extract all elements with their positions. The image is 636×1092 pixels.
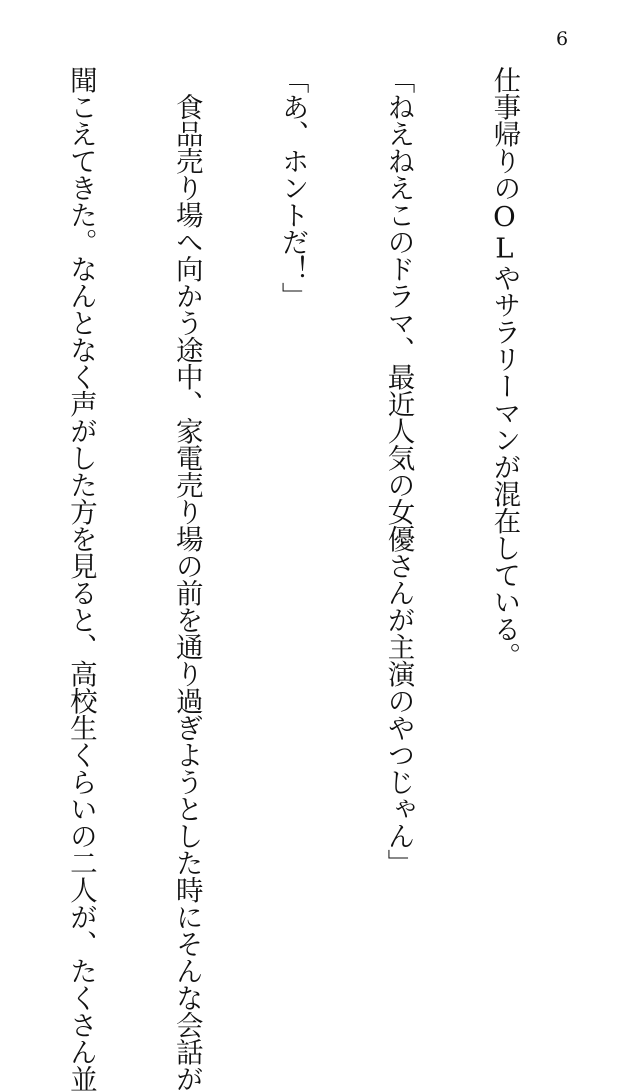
text-line: 「ねえねえこのドラマ、最近人気の女優さんが主演のやつじゃん」: [382, 66, 415, 876]
novel-text: [0, 66, 592, 1092]
text-line: 「あ、ホントだ！」: [276, 66, 309, 309]
text-line: 食品売り場へ向かう途中、家電売り場の前を通り過ぎようとした時にそんな会話が: [170, 66, 203, 1092]
page-number: 6: [556, 28, 569, 50]
text-line: 聞こえてきた。なんとなく声がした方を見ると、高校生くらいの二人が、たくさん並: [64, 66, 97, 1092]
text-line: 仕事帰りのOLやサラリーマンが混在している。: [488, 66, 521, 669]
